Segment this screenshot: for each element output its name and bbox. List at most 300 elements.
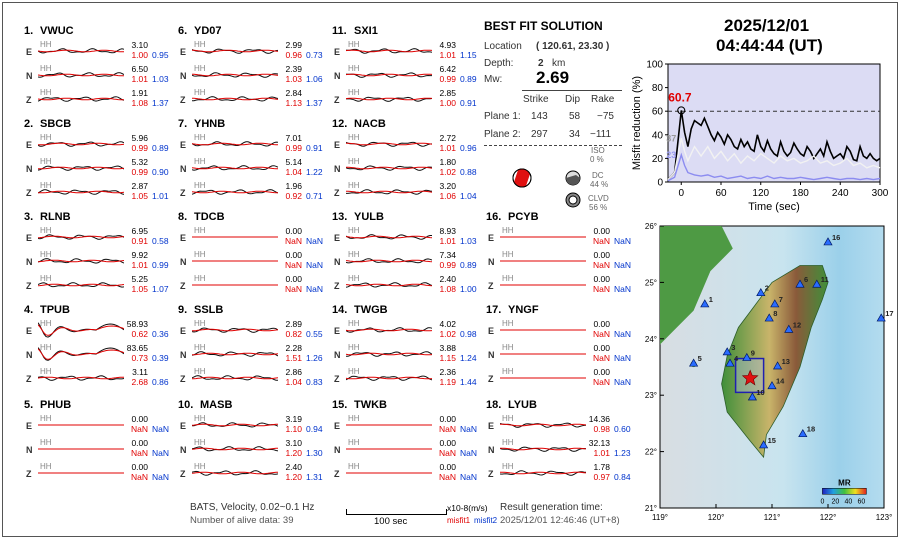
station-panel-nacb xyxy=(332,120,482,210)
waveform-trace xyxy=(500,365,586,389)
channel-label: HH xyxy=(348,367,360,376)
amplitude-value: 5.14 xyxy=(285,157,302,167)
amplitude-value: 2.84 xyxy=(285,88,302,98)
channel-label: HH xyxy=(502,438,514,447)
station-number-8: 8 xyxy=(773,309,778,319)
amplitude-value: 32.13 xyxy=(588,438,610,448)
station-code: YD07 xyxy=(194,25,222,37)
amplitude-value: 2.39 xyxy=(285,64,302,74)
station-code: YULB xyxy=(354,211,384,223)
amplitude-value: 0.00 xyxy=(439,438,456,448)
event-date: 2025/12/01 xyxy=(724,16,810,35)
misfit1-value: 0.73 xyxy=(131,353,148,363)
channel-label: HH xyxy=(502,319,514,328)
component-label: E xyxy=(26,47,33,57)
waveform-trace xyxy=(346,179,432,203)
channel-label: HH xyxy=(40,88,52,97)
station-number-6: 6 xyxy=(804,275,809,285)
waveform-trace xyxy=(192,179,278,203)
component-label: N xyxy=(26,71,33,81)
time-scale-label: 100 sec xyxy=(374,516,408,527)
station-panel-tpub xyxy=(24,306,174,396)
misfit2-value: 0.89 xyxy=(460,74,477,84)
misfit2-value: NaN xyxy=(460,424,478,434)
misfit2-value: 1.44 xyxy=(460,377,477,387)
x-tick-label: 180 xyxy=(792,188,809,199)
channel-label: HH xyxy=(40,438,52,447)
waveform-trace xyxy=(192,460,278,484)
plane2-dip: 34 xyxy=(569,129,581,140)
amplitude-value: 0.00 xyxy=(593,274,610,284)
amplitude-value: 2.89 xyxy=(285,319,302,329)
amplitude-value: 2.86 xyxy=(285,367,302,377)
misfit1-value: NaN xyxy=(592,377,610,387)
channel-label: HH xyxy=(194,181,206,190)
plot-area xyxy=(668,64,880,182)
station-number-5: 5 xyxy=(697,354,702,364)
misfit1-value: 1.01 xyxy=(131,260,148,270)
station-title: 11. xyxy=(332,25,347,37)
y-tick-label: 60 xyxy=(651,106,663,118)
channel-label: HH xyxy=(40,462,52,471)
station-number-11: 11 xyxy=(820,275,829,285)
synthetic-trace xyxy=(346,236,432,238)
component-label: N xyxy=(26,257,33,267)
units-label: x10-8(m/s) xyxy=(447,503,488,513)
station-panel-masb xyxy=(178,401,328,491)
waveform-trace xyxy=(500,248,586,272)
misfit2-value: NaN xyxy=(152,448,170,458)
channel-label: HH xyxy=(40,343,52,352)
channel-label: HH xyxy=(40,40,52,49)
misfit2-value: 1.37 xyxy=(306,98,323,108)
amplitude-value: 1.78 xyxy=(593,462,610,472)
component-label: N xyxy=(488,257,495,267)
mr-legend-title: MR xyxy=(838,478,851,488)
component-label: Z xyxy=(180,469,186,479)
plane1-label: Plane 1: xyxy=(484,111,521,122)
component-label: N xyxy=(26,350,33,360)
station-number-2: 2 xyxy=(764,283,769,293)
misfit1-value: 1.19 xyxy=(439,377,456,387)
channel-label: HH xyxy=(194,88,206,97)
misfit1-value: 1.00 xyxy=(131,50,148,60)
synthetic-trace xyxy=(192,74,278,76)
lat-tick-label: 26° xyxy=(644,222,657,231)
component-label: N xyxy=(334,257,341,267)
mr-legend-tick: 40 xyxy=(844,498,853,506)
amplitude-value: 2.36 xyxy=(439,367,456,377)
component-label: E xyxy=(334,47,341,57)
channel-label: HH xyxy=(348,226,360,235)
misfit1-value: 2.68 xyxy=(131,377,148,387)
plane2-strike: 297 xyxy=(531,129,548,140)
amplitude-value: 83.65 xyxy=(126,343,148,353)
component-label: E xyxy=(26,140,33,150)
amplitude-value: 3.20 xyxy=(439,181,456,191)
y-tick-label: 100 xyxy=(646,59,663,71)
x-tick-label: 240 xyxy=(831,188,849,199)
misfit1-value: NaN xyxy=(284,284,302,294)
component-label: E xyxy=(180,140,187,150)
component-label: E xyxy=(334,326,341,336)
waveform-trace xyxy=(38,412,124,436)
station-panel-yhnb xyxy=(178,120,328,210)
waveform-trace xyxy=(500,224,586,248)
amplitude-value: 3.88 xyxy=(439,343,456,353)
y-tick-label: 0 xyxy=(657,177,663,189)
location-label: Location xyxy=(484,41,522,52)
misfit2-value: NaN xyxy=(614,260,632,270)
misfit1-value: NaN xyxy=(130,424,148,434)
station-title: 13. xyxy=(332,211,348,223)
misfit2-value: 1.26 xyxy=(306,353,323,363)
lat-tick-label: 24° xyxy=(644,334,657,344)
station-code: SBCB xyxy=(40,118,72,130)
misfit2-value: NaN xyxy=(460,472,478,482)
misfit1-value: 0.99 xyxy=(439,74,456,84)
mr-legend-tick: 0 xyxy=(820,498,825,506)
amplitude-value: 7.34 xyxy=(439,250,456,260)
waveform-trace xyxy=(500,272,586,296)
misfit1-value: NaN xyxy=(592,236,610,246)
misfit2-value: 1.04 xyxy=(460,191,477,201)
misfit2-value: NaN xyxy=(614,284,632,294)
table-top-rule xyxy=(522,90,622,91)
station-panel-yngf xyxy=(486,306,636,396)
amplitude-value: 0.00 xyxy=(439,462,456,472)
misfit2-value: 0.86 xyxy=(152,377,169,387)
waveform-trace xyxy=(38,131,124,155)
misfit2-value: 1.31 xyxy=(306,472,323,482)
station-code: TWKB xyxy=(354,399,387,411)
misfit1-value: 0.99 xyxy=(439,260,456,270)
waveform-trace xyxy=(192,155,278,179)
amplitude-value: 5.96 xyxy=(131,133,148,143)
component-label: E xyxy=(334,140,341,150)
misfit2-value: 0.60 xyxy=(614,424,631,434)
component-label: Z xyxy=(334,188,340,198)
station-title: 17. xyxy=(486,304,502,316)
waveform-trace xyxy=(500,341,586,365)
amplitude-value: 3.19 xyxy=(285,414,302,424)
channel-label: HH xyxy=(194,226,206,235)
component-label: Z xyxy=(180,374,186,384)
amplitude-value: 7.01 xyxy=(285,133,302,143)
waveform-trace xyxy=(346,131,432,155)
component-label: Z xyxy=(180,188,186,198)
component-label: Z xyxy=(26,188,32,198)
amplitude-value: 4.02 xyxy=(439,319,456,329)
misfit2-value: 0.89 xyxy=(460,260,477,270)
waveform-trace xyxy=(192,86,278,110)
channel-label: HH xyxy=(40,414,52,423)
station-title: 18. xyxy=(486,399,502,411)
lat-tick-label: 25° xyxy=(644,278,657,288)
station-number-4: 4 xyxy=(734,354,739,364)
synthetic-trace xyxy=(346,191,432,193)
station-panel-lyub xyxy=(486,401,636,491)
channel-label: HH xyxy=(194,250,206,259)
station-number-1: 1 xyxy=(708,294,713,304)
station-panel-sslb xyxy=(178,306,328,396)
channel-label: HH xyxy=(40,181,52,190)
station-title: 3. xyxy=(24,211,34,223)
station-number-14: 14 xyxy=(776,376,785,386)
amplitude-value: 2.40 xyxy=(439,274,456,284)
misfit1-value: 1.03 xyxy=(285,74,302,84)
channel-label: HH xyxy=(348,133,360,142)
waveform-trace xyxy=(192,38,278,62)
channel-label: HH xyxy=(502,226,514,235)
misfit1-value: 1.02 xyxy=(439,329,456,339)
amplitude-value: 58.93 xyxy=(126,319,148,329)
misfit1-value: 1.02 xyxy=(439,167,456,177)
label-23: 23 xyxy=(666,149,677,160)
synthetic-trace xyxy=(192,50,278,52)
component-label: E xyxy=(26,421,33,431)
waveform-trace xyxy=(346,272,432,296)
channel-label: HH xyxy=(348,319,360,328)
dc-ball xyxy=(566,171,580,185)
waveform-trace xyxy=(192,341,278,365)
lon-tick-label: 123° xyxy=(875,513,893,522)
station-panel-sxi1 xyxy=(332,27,482,117)
channel-label: HH xyxy=(194,414,206,423)
waveform-trace xyxy=(38,155,124,179)
component-label: N xyxy=(180,257,187,267)
station-title: 15. xyxy=(332,399,348,411)
waveform-trace xyxy=(38,179,124,203)
misfit1-value: 0.99 xyxy=(131,167,148,177)
clvd-ball xyxy=(566,193,580,207)
station-title: 12. xyxy=(332,118,348,130)
channel-label: HH xyxy=(348,343,360,352)
misfit1-value: NaN xyxy=(438,424,456,434)
amplitude-value: 2.85 xyxy=(439,88,456,98)
amplitude-value: 0.00 xyxy=(593,343,610,353)
component-label: Z xyxy=(488,469,494,479)
channel-label: HH xyxy=(40,64,52,73)
header-rake: Rake xyxy=(591,94,615,105)
misfit2-value: NaN xyxy=(306,260,324,270)
depth-unit: km xyxy=(552,58,566,69)
channel-label: HH xyxy=(348,462,360,471)
component-label: N xyxy=(488,350,495,360)
misfit1-value: 1.20 xyxy=(285,472,302,482)
amplitude-value: 0.00 xyxy=(285,226,302,236)
lon-tick-label: 120° xyxy=(707,513,725,522)
misfit2-value: 1.07 xyxy=(152,284,169,294)
station-title: 6. xyxy=(178,25,188,37)
station-panel-rlnb xyxy=(24,213,174,303)
lon-tick-label: 119° xyxy=(652,513,668,522)
station-code: RLNB xyxy=(40,211,71,223)
misfit2-value: NaN xyxy=(152,472,170,482)
misfit1-value: 1.06 xyxy=(439,191,456,201)
station-number-15: 15 xyxy=(767,435,776,445)
waveform-trace xyxy=(38,38,124,62)
synthetic-trace xyxy=(192,424,278,426)
best-value-label: 60.7 xyxy=(668,90,692,105)
component-label: Z xyxy=(180,95,186,105)
component-label: E xyxy=(26,233,33,243)
misfit2-value: 0.95 xyxy=(152,50,169,60)
label-37: 37 xyxy=(666,133,677,144)
waveform-trace xyxy=(38,86,124,110)
misfit1-value: 0.96 xyxy=(285,50,302,60)
component-label: N xyxy=(334,71,341,81)
amplitude-value: 6.95 xyxy=(131,226,148,236)
waveform-trace xyxy=(346,155,432,179)
synthetic-trace xyxy=(192,143,278,145)
x-tick-label: 60 xyxy=(715,188,727,199)
waveform-trace xyxy=(346,365,432,389)
amplitude-value: 5.25 xyxy=(131,274,148,284)
misfit2-value: 1.00 xyxy=(460,284,477,294)
synthetic-trace xyxy=(500,448,586,450)
amplitude-value: 0.00 xyxy=(439,414,456,424)
solution-title: BEST FIT SOLUTION xyxy=(484,19,603,33)
component-label: Z xyxy=(334,469,340,479)
station-title: 16. xyxy=(486,211,502,223)
component-label: Z xyxy=(334,374,340,384)
waveform-trace xyxy=(500,436,586,460)
misfit2-value: 0.91 xyxy=(306,143,323,153)
misfit1-value: NaN xyxy=(438,472,456,482)
waveform-trace xyxy=(346,412,432,436)
channel-label: HH xyxy=(348,181,360,190)
amplitude-value: 2.40 xyxy=(285,462,302,472)
lon-tick-label: 121° xyxy=(763,513,781,522)
station-code: PCYB xyxy=(508,211,539,223)
misfit2-value: 0.89 xyxy=(152,143,169,153)
component-label: Z xyxy=(488,281,494,291)
waveform-trace xyxy=(500,317,586,341)
channel-label: HH xyxy=(348,414,360,423)
channel-label: HH xyxy=(194,274,206,283)
amplitude-value: 0.00 xyxy=(285,274,302,284)
channel-label: HH xyxy=(194,40,206,49)
iso-value: 0 % xyxy=(590,155,604,164)
y-tick-label: 20 xyxy=(651,153,663,165)
station-title: 10. xyxy=(178,399,194,411)
iso-label: ISO xyxy=(591,146,605,155)
y-tick-label: 40 xyxy=(651,130,663,142)
amplitude-value: 0.00 xyxy=(131,414,148,424)
component-label: Z xyxy=(180,281,186,291)
component-label: N xyxy=(488,445,495,455)
waveform-trace xyxy=(38,341,124,365)
misfit1-value: 0.99 xyxy=(285,143,302,153)
amplitude-value: 0.00 xyxy=(131,438,148,448)
station-number-3: 3 xyxy=(731,342,736,352)
plane1-rake: −75 xyxy=(597,111,614,122)
component-label: N xyxy=(180,445,187,455)
amplitude-value: 2.99 xyxy=(285,40,302,50)
misfit2-value: 0.99 xyxy=(152,260,169,270)
waveform-trace xyxy=(192,412,278,436)
channel-label: HH xyxy=(194,367,206,376)
station-number-18: 18 xyxy=(806,424,816,434)
misfit2-value: 1.23 xyxy=(614,448,631,458)
amplitude-value: 4.93 xyxy=(439,40,456,50)
misfit1-value: 0.62 xyxy=(131,329,148,339)
clvd-label: CLVD xyxy=(588,194,609,203)
station-panel-yd07 xyxy=(178,27,328,117)
waveform-trace xyxy=(38,317,124,341)
misfit1-value: NaN xyxy=(130,448,148,458)
component-label: N xyxy=(334,350,341,360)
station-code: MASB xyxy=(200,399,233,411)
misfit2-value: 1.37 xyxy=(152,98,169,108)
synthetic-trace xyxy=(346,167,432,169)
amplitude-value: 6.42 xyxy=(439,64,456,74)
synthetic-trace xyxy=(346,98,432,100)
misfit1-value: NaN xyxy=(592,353,610,363)
station-number-7: 7 xyxy=(778,294,783,304)
waveform-trace xyxy=(38,62,124,86)
component-label: E xyxy=(180,233,187,243)
amplitude-value: 1.80 xyxy=(439,157,456,167)
waveform-trace xyxy=(346,436,432,460)
waveform-trace xyxy=(500,460,586,484)
amplitude-value: 1.96 xyxy=(285,181,302,191)
station-code: VWUC xyxy=(40,25,74,37)
channel-label: HH xyxy=(348,40,360,49)
station-code: YNGF xyxy=(508,304,539,316)
misfit1-value: 1.08 xyxy=(439,284,456,294)
station-panel-twgb xyxy=(332,306,482,396)
station-panel-phub xyxy=(24,401,174,491)
amplitude-value: 1.91 xyxy=(131,88,148,98)
component-label: E xyxy=(488,233,495,243)
waveform-trace xyxy=(192,436,278,460)
channel-label: HH xyxy=(194,157,206,166)
misfit1-value: NaN xyxy=(284,260,302,270)
header-strike: Strike xyxy=(523,94,549,105)
misfit1-value: NaN xyxy=(130,472,148,482)
component-label: E xyxy=(180,421,187,431)
channel-label: HH xyxy=(348,438,360,447)
waveform-trace xyxy=(346,86,432,110)
component-label: Z xyxy=(488,374,494,384)
misfit2-value: 0.94 xyxy=(306,424,323,434)
station-code: NACB xyxy=(354,118,386,130)
dc-label: DC xyxy=(592,171,604,180)
channel-label: HH xyxy=(194,438,206,447)
amplitude-value: 3.11 xyxy=(132,367,148,377)
beachball-main xyxy=(513,169,531,187)
station-title: 1. xyxy=(24,25,34,37)
component-label: N xyxy=(180,164,187,174)
component-label: N xyxy=(26,445,33,455)
misfit1-value: 0.98 xyxy=(593,424,610,434)
misfit1-value: 1.01 xyxy=(439,143,456,153)
station-title: 5. xyxy=(24,399,34,411)
plane1-strike: 143 xyxy=(531,111,548,122)
station-title: 9. xyxy=(178,304,188,316)
misfit1-value: NaN xyxy=(438,448,456,458)
waveform-trace xyxy=(38,436,124,460)
station-code: YHNB xyxy=(194,118,226,130)
misfit1-value: 1.01 xyxy=(439,50,456,60)
x-tick-label: 300 xyxy=(871,188,889,199)
amplitude-value: 2.28 xyxy=(285,343,302,353)
channel-label: HH xyxy=(40,367,52,376)
channel-label: HH xyxy=(502,462,514,471)
channel-label: HH xyxy=(348,157,360,166)
